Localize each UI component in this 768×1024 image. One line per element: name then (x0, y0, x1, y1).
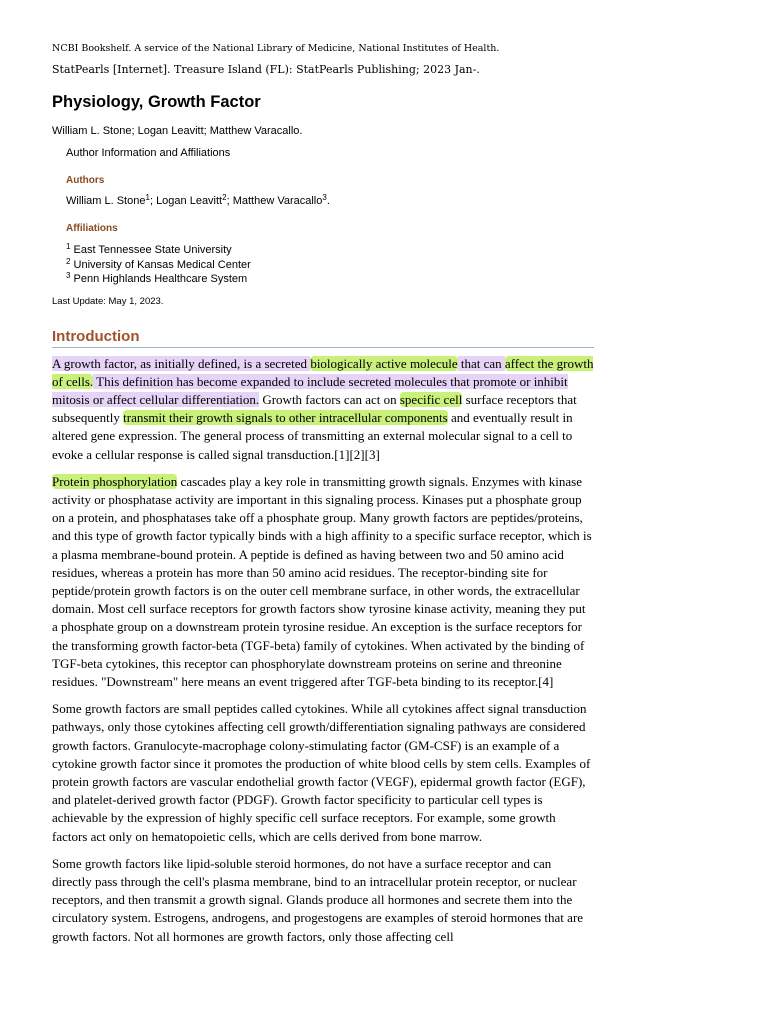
authors-label: Authors (66, 175, 105, 186)
last-update: Last Update: May 1, 2023. (52, 295, 164, 307)
author-info-toggle[interactable]: Author Information and Affiliations (66, 147, 231, 159)
author-affiliation-ref[interactable]: 1 (145, 193, 150, 202)
affiliations-list (66, 243, 594, 287)
affiliation-name: Penn Highlands Healthcare System (73, 273, 248, 285)
citation-line: StatPearls [Internet]. Treasure Island (FL): StatPearls Publishing; 2023 Jan-. (52, 63, 480, 76)
paragraph-1 (52, 355, 594, 464)
authors-list: William L. Stone$^1$; Logan Leavitt$^2$; Matthew Varacallo$^3$. (66, 193, 330, 207)
paragraph-3: Some growth factors are small peptides called cytokines. While all cytokines affect signal transduction pathways, only those cytokines affecting cell growth/differentiation signaling pathways are considered growth factors. Granulocyte-macrophage colony-stimulating factor (GM-CSF) is an example of a cytokine growth factor since it promotes the production of white blood cells by stem cells. Examples of protein growth factors are vascular endothelial growth factor (VEGF), epidermal growth factor (EGF), and platelet-derived growth factor (PDGF). Growth factor specificity to particular cell types is achievable by the expression of highly specific cell surface receptors. For example, some growth factors act only on hematopoietic cells, which are cells derived from bone marrow. (52, 701, 591, 844)
paragraph-text: Growth factors can act on (259, 391, 400, 407)
author-affiliation-ref[interactable]: 2 (222, 193, 227, 202)
page-title: Physiology, Growth Factor (52, 93, 261, 111)
affiliation-item (66, 272, 594, 287)
author-name[interactable]: Matthew Varacallo (232, 195, 323, 207)
paragraph-text: and eventually result in altered gene expression. The general process of transmitting an external molecular signal to a cell to evoke a cellular response is called signal transduction. (52, 410, 573, 462)
highlight-green: specific cell (399, 391, 463, 407)
affiliation-number: 2 (66, 256, 71, 266)
affiliation-item (66, 258, 594, 273)
paragraph-text: surface receptors that subsequently (52, 391, 577, 426)
affiliation-number: 1 (66, 242, 71, 251)
affiliations-label: Affiliations (66, 223, 118, 234)
highlight-purple: that can (457, 355, 505, 371)
ncbi-bookshelf-line: NCBI Bookshelf. A service of the National Library of Medicine, National Institutes of Health. (52, 43, 500, 54)
paragraph-text: cascades play a key role in transmitting growth signals. Enzymes with kinase activity or phosphatase activity are important in this signaling process. Kinases put a phosphate group on a protein, and phosphatases take off a phosphate group. Many growth factors are peptides/proteins, and this type of growth factor typically binds with a high affinity to a specific surface receptor, which is a plasma membrane-bound protein. A peptide is defined as having between two and 50 amino acid residues, whereas a protein has more than 50 amino acid residues. The receptor-binding site for peptide/protein growth factors is on the outer cell membrane surface, in other words, the extracellular domain. Most cell surface receptors for growth factors show tyrosine kinase activity, meaning they put a phosphate group on a downstream protein tyrosine residue. An exception is the surface receptors for the transforming growth factor-beta (TGF-beta) family of cytokines. When activated by the binding of TGF-beta cytokines, this receptor can phosphorylate downstream proteins on serine and threonine residues. "Downstream" here means an event triggered after TGF-beta binding to its receptor. (52, 473, 592, 689)
affiliation-number: 3 (66, 271, 71, 280)
reference-links[interactable]: [1][2][3] (334, 446, 380, 462)
paragraph-2 (52, 473, 594, 691)
authors-line: William L. Stone; Logan Leavitt; Matthew Varacallo. (52, 125, 303, 137)
author-name[interactable]: Logan Leavitt (156, 195, 223, 207)
paragraph-4: Some growth factors like lipid-soluble steroid hormones, do not have a surface receptor and can directly pass through the cell's plasma membrane, bind to an intracellular protein receptor, or nuclear receptors, and then transmit a growth signal. Glands produce all hormones and secrete them into the circulatory system. Estrogens, androgens, and progestogens are examples of steroid hormones that are growth factors. Not all hormones are growth factors, only those affecting cell (52, 855, 584, 944)
article-page (52, 0, 594, 946)
highlight-purple: A growth factor, as initially defined, is a secreted (52, 355, 311, 371)
reference-links[interactable]: [4] (538, 673, 554, 689)
author-name[interactable]: William L. Stone (66, 195, 146, 207)
author-info-box (66, 147, 594, 287)
highlight-green: Protein phosphorylation (52, 473, 178, 489)
affiliation-name: East Tennessee State University (73, 244, 232, 256)
affiliation-item (66, 243, 594, 258)
highlight-green: biologically active molecule (310, 355, 458, 371)
affiliation-name: University of Kansas Medical Center (73, 258, 251, 271)
highlight-green: transmit their growth signals to other intracellular components (123, 410, 448, 426)
highlight-green: affect the growth of cells. (52, 355, 594, 389)
section-heading-introduction: Introduction (52, 328, 594, 348)
highlight-purple: This definition has become expanded to include secreted molecules that promote or inhibit mitosis or affect cellular differentiation. (52, 373, 568, 407)
author-affiliation-ref[interactable]: 3 (322, 193, 327, 202)
